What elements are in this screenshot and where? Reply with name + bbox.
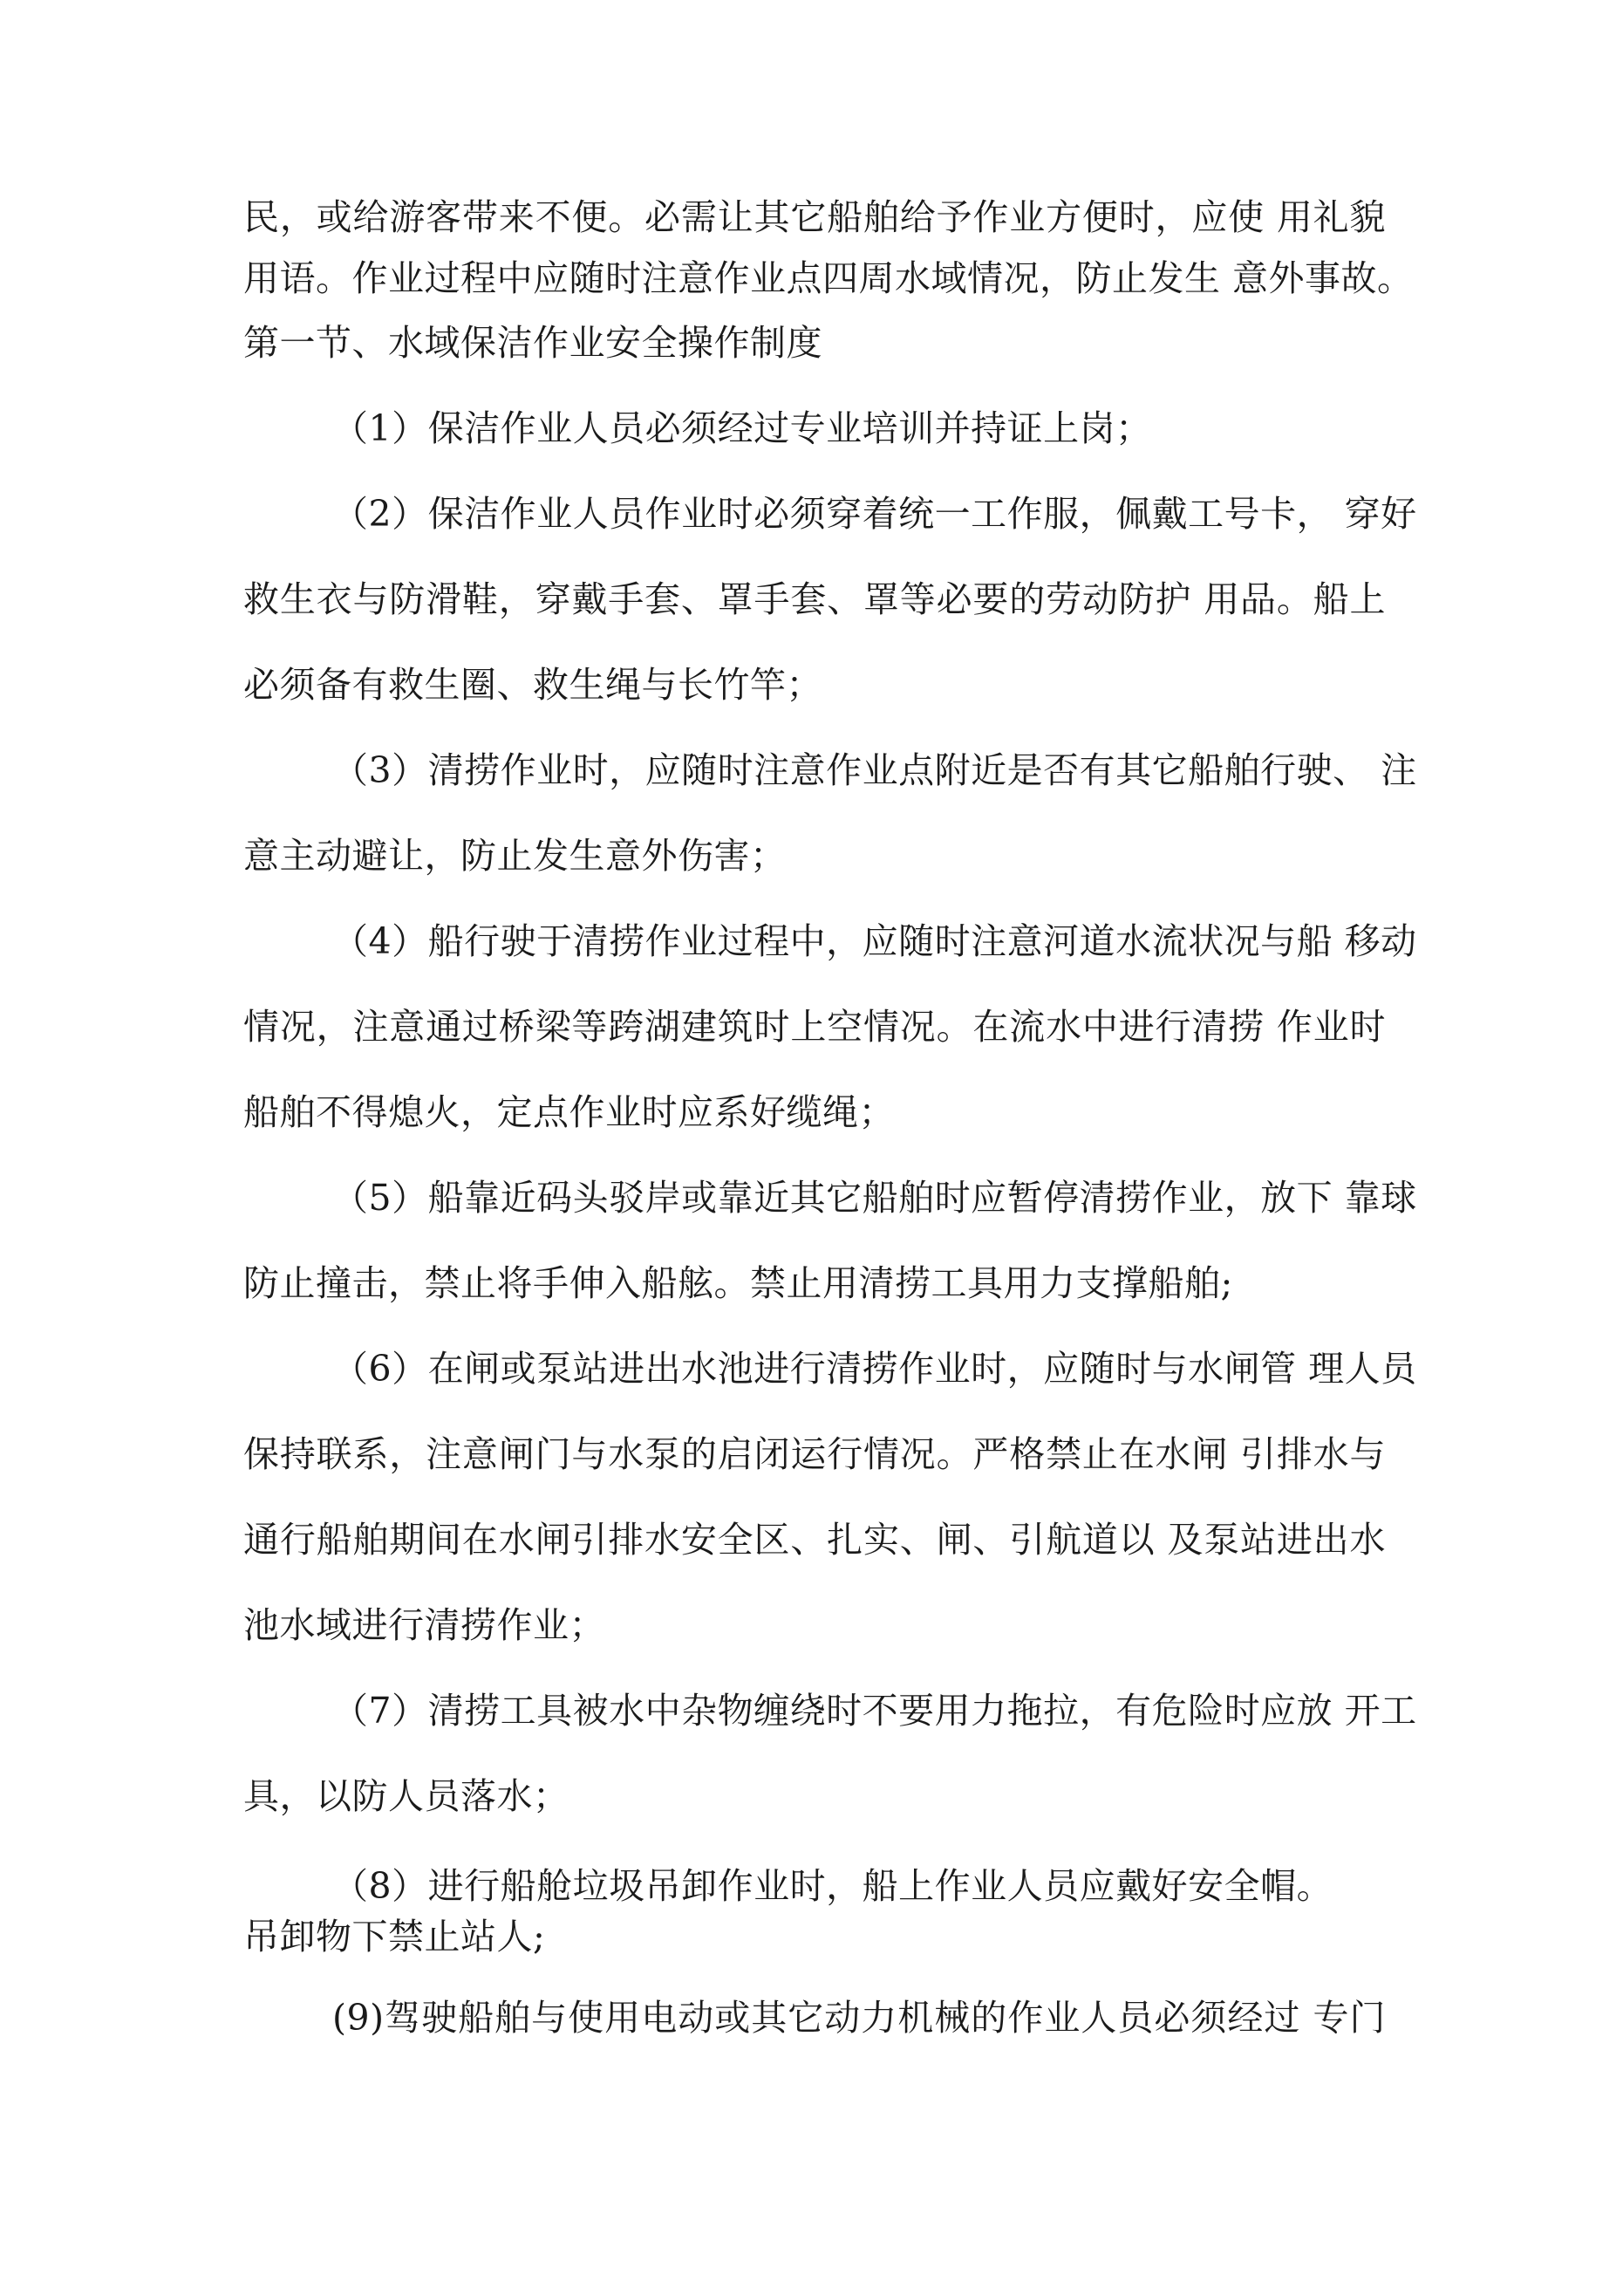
paragraph-line: 通行船舶期间在水闸引排水安全区、扎实、闸、引航道以 及泵站进出水 <box>243 1519 1386 1561</box>
paragraph-line: 必须备有救生圈、救生绳与长竹竿； <box>243 664 822 706</box>
list-item-6: （6）在闸或泵站进出水池进行清捞作业时，应随时与水闸管 理人员 <box>332 1348 1417 1390</box>
list-item-5: （5）船靠近码头驳岸或靠近其它船舶时应暂停清捞作业，放下 靠球 <box>332 1177 1417 1219</box>
paragraph-line: 用语。作业过程中应随时注意作业点四周水域情况，防止发生 意外事故。 <box>243 257 1414 299</box>
list-item-8: （8）进行船舱垃圾吊卸作业时，船上作业人员应戴好安全帽。 <box>332 1865 1333 1907</box>
list-item-4: （4）船行驶于清捞作业过程中，应随时注意河道水流状况与船 移动 <box>332 920 1417 962</box>
paragraph-line: 防止撞击，禁止将手伸入船舷。禁止用清捞工具用力支撑船舶; <box>243 1262 1233 1304</box>
paragraph-line: 情况，注意通过桥梁等跨湖建筑时上空情况。在流水中进行清捞 作业时 <box>243 1006 1386 1048</box>
list-item-9: (9)驾驶船舶与使用电动或其它动力机械的作业人员必须经过 专门 <box>332 1997 1386 2039</box>
paragraph-line: 保持联系，注意闸门与水泵的启闭运行情况。严格禁止在水闸 引排水与 <box>243 1433 1386 1475</box>
section-heading: 第一节、水域保洁作业安全操作制度 <box>243 322 822 364</box>
list-item-3: （3）清捞作业时，应随时注意作业点附近是否有其它船舶行驶、 注 <box>332 749 1417 791</box>
list-item-2: （2）保洁作业人员作业时必须穿着统一工作服，佩戴工号卡， 穿好 <box>332 493 1417 535</box>
paragraph-line: 民，或给游客带来不便。必需让其它船舶给予作业方便时，应使 用礼貌 <box>243 196 1386 238</box>
paragraph-line: 意主动避让，防止发生意外伤害； <box>243 835 787 877</box>
list-item-1: （1）保洁作业人员必须经过专业培训并持证上岗； <box>332 407 1152 449</box>
paragraph-line: 吊卸物下禁止站人; <box>243 1916 546 1958</box>
paragraph-line: 船舶不得熄火，定点作业时应系好缆绳； <box>243 1091 895 1133</box>
paragraph-line: 池水域进行清捞作业； <box>243 1604 605 1646</box>
paragraph-line: 救生衣与防滑鞋，穿戴手套、罩手套、罩等必要的劳动防护 用品。船上 <box>243 578 1386 620</box>
list-item-7: （7）清捞工具被水中杂物缠绕时不要用力拖拉，有危险时应放 开工 <box>332 1690 1417 1732</box>
paragraph-line: 具，以防人员落水； <box>243 1775 569 1817</box>
